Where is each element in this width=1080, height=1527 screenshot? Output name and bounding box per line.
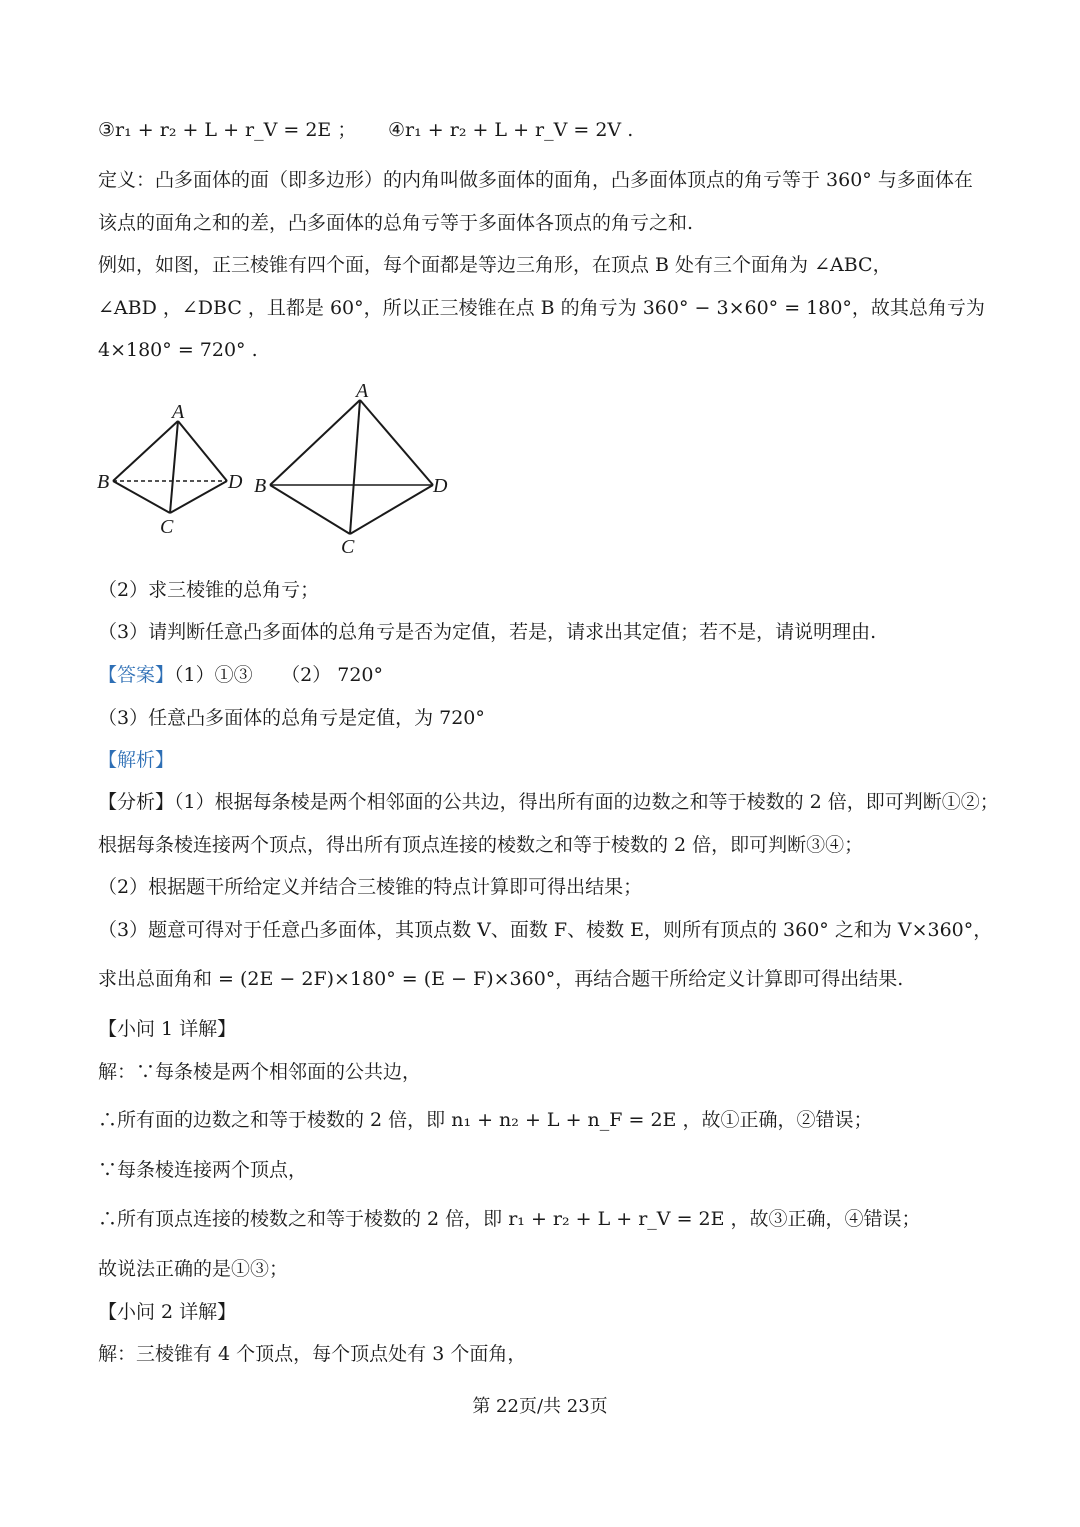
analysis-line-2: 根据每条棱连接两个顶点，得出所有顶点连接的棱数之和等于棱数的 2 倍，即可判断③④； <box>98 834 864 856</box>
analysis-line-3: （2）根据题干所给定义并结合三棱锥的特点计算即可得出结果； <box>98 876 643 898</box>
question-2: （2）求三棱锥的总角亏； <box>98 579 320 601</box>
analysis-line-1: 【分析】（1）根据每条棱是两个相邻面的公共边，得出所有面的边数之和等于棱数的 2 倍，即可判断①②； <box>98 791 999 813</box>
solution-1-line-3: ∵每条棱连接两个顶点， <box>98 1159 308 1181</box>
definition-line-1: 定义：凸多面体的面（即多边形）的内角叫做多面体的面角，凸多面体顶点的角亏等于 360° 与多面体在 <box>98 169 973 191</box>
pyramid-figures <box>90 375 470 565</box>
answer-text: （1）①③ （2） 720° <box>174 664 383 686</box>
small-label-d: D <box>228 471 243 493</box>
definition-line-2: 该点的面角之和的差，凸多面体的总角亏等于多面体各顶点的角亏之和. <box>98 212 694 234</box>
analysis-tag: 【解析】 <box>98 749 175 771</box>
page-footer: 第 22页/共 23页 <box>472 1396 608 1417</box>
large-label-b: B <box>254 475 267 497</box>
small-label-b: B <box>97 471 110 493</box>
answer-3: （3）任意凸多面体的总角亏是定值，为 720° <box>98 707 485 729</box>
large-label-d: D <box>433 475 448 497</box>
solution-2-line-1: 解：三棱锥有 4 个顶点，每个顶点处有 3 个面角， <box>98 1343 527 1365</box>
answer-line <box>98 663 1020 687</box>
example-line-3: 4×180° = 720° . <box>98 339 258 361</box>
solution-1-line-5: 故说法正确的是①③； <box>98 1258 289 1280</box>
small-label-c: C <box>160 516 174 538</box>
analysis-line-5: 求出总面角和 = (2E − 2F)×180° = (E − F)×360°，再结合题干所给定义计算即可得出结果. <box>98 968 904 990</box>
example-line-1: 例如，如图，正三棱锥有四个面，每个面都是等边三角形，在顶点 B 处有三个面角为 ∠ABC， <box>98 254 892 276</box>
solution-1-line-2: ∴所有面的边数之和等于棱数的 2 倍，即 n₁ + n₂ + L + n_F = 2E ，故①正确，②错误； <box>98 1109 873 1131</box>
large-label-a: A <box>356 380 369 402</box>
example-line-2: ∠ABD ，∠DBC ，且都是 60°，所以正三棱锥在点 B 的角亏为 360° − 3×60° = 180°，故其总角亏为 <box>98 297 985 319</box>
answer-tag: 【答案】 <box>98 664 175 686</box>
small-label-a: A <box>172 401 185 423</box>
solution-1-line-1: 解：∵每条棱是两个相邻面的公共边， <box>98 1061 422 1083</box>
large-pyramid <box>270 400 433 534</box>
statement-4: ④r₁ + r₂ + L + r_V = 2V . <box>388 119 634 141</box>
sub-question-2-heading: 【小问 2 详解】 <box>98 1301 237 1323</box>
question-3: （3）请判断任意凸多面体的总角亏是否为定值，若是，请求出其定值；若不是，请说明理由. <box>98 621 877 643</box>
solution-1-line-4: ∴所有顶点连接的棱数之和等于棱数的 2 倍，即 r₁ + r₂ + L + r_V = 2E ，故③正确，④错误； <box>98 1208 921 1230</box>
analysis-line-4: （3）题意可得对于任意凸多面体，其顶点数 V、面数 F、棱数 E，则所有顶点的 360° 之和为 V×360°， <box>98 919 993 941</box>
large-label-c: C <box>341 536 355 558</box>
small-pyramid <box>113 421 227 513</box>
sub-question-1-heading: 【小问 1 详解】 <box>98 1018 237 1040</box>
statement-3: ③r₁ + r₂ + L + r_V = 2E ； <box>98 119 357 141</box>
